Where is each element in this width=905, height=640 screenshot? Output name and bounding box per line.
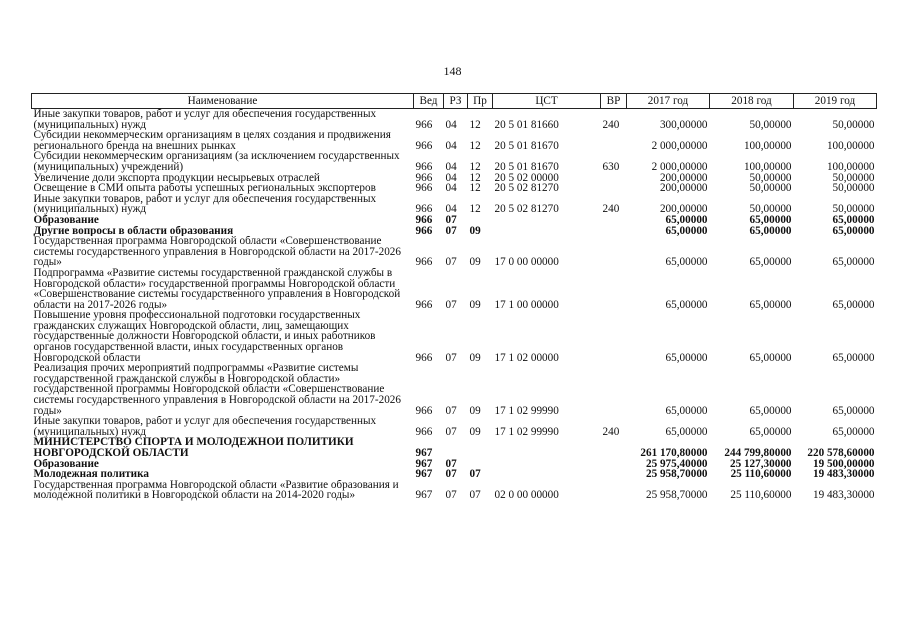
table-cell-cst: 17 1 00 00000 bbox=[494, 298, 559, 311]
table-cell-vr bbox=[601, 268, 627, 310]
table-cell-vr: 630 bbox=[602, 160, 620, 173]
table-cell-name: Молодежная политика bbox=[33, 469, 149, 480]
table-cell-cst: 20 5 01 81670 bbox=[494, 160, 559, 173]
table-cell-y2017: 2 000,00000 bbox=[651, 160, 708, 173]
table-cell-y2018: 50,00000 bbox=[749, 172, 792, 184]
table-row bbox=[32, 151, 877, 172]
table-cell-y2017: 261 170,80000 bbox=[640, 447, 708, 459]
table-cell-y2019: 19 483,30000 bbox=[812, 469, 875, 480]
table-cell-ved: 966 bbox=[415, 256, 433, 268]
table-cell-y2018: 50,00000 bbox=[749, 118, 792, 131]
table-cell-vr: 240 bbox=[602, 118, 620, 131]
table-cell-y2018: 65,00000 bbox=[749, 225, 792, 237]
table-cell-vr bbox=[601, 363, 627, 416]
table-cell-rz: 04 bbox=[445, 183, 457, 194]
column-header-ved: Вед bbox=[414, 94, 444, 109]
table-row bbox=[32, 183, 877, 194]
table-cell-rz: 07 bbox=[445, 256, 457, 268]
table-header-row bbox=[32, 94, 877, 109]
table-cell-cst: 02 0 00 00000 bbox=[494, 489, 559, 501]
table-cell-name: Реализация прочих мероприятий подпрограммы «Развитие системы государственной гражданской службы в Новгородской области» государственной программы Новгородской области «Совершенствование системы государственного управления в Новгородской области на 2017-2026 годы» bbox=[33, 363, 401, 417]
table-cell-y2017: 200,00000 bbox=[659, 203, 708, 215]
table-cell-y2019: 65,00000 bbox=[832, 225, 875, 237]
table-cell-cst: 20 5 02 00000 bbox=[494, 172, 559, 184]
table-cell-y2017: 200,00000 bbox=[659, 183, 708, 194]
table-cell-name: Увеличение доли экспорта продукции несырьевых отраслей bbox=[33, 172, 320, 184]
table-cell-name: Освещение в СМИ опыта работы успешных региональных экспортеров bbox=[33, 183, 376, 194]
table-row bbox=[32, 130, 877, 151]
table-cell-name: Другие вопросы в области образования bbox=[33, 225, 234, 237]
table-cell-name: Государственная программа Новгородской области «Развитие образования и молодежной политики в Новгородской области на 2014-2020 годы» bbox=[33, 479, 399, 501]
table-row bbox=[32, 310, 877, 363]
table-cell-cst: 20 5 02 81270 bbox=[494, 183, 559, 194]
table-cell-rz: 07 bbox=[445, 351, 457, 364]
table-cell-ved: 966 bbox=[415, 118, 433, 131]
table-cell-rz: 04 bbox=[445, 118, 457, 131]
table-cell-name: Субсидии некоммерческим организациям (за исключением государственных (муниципальных) учреждений) bbox=[33, 151, 400, 173]
table-cell-ved: 966 bbox=[415, 404, 433, 417]
table-cell-y2017: 65,00000 bbox=[665, 425, 708, 438]
table-row bbox=[32, 437, 877, 458]
table-cell-rz: 07 bbox=[445, 458, 457, 470]
table-cell-rz: 07 bbox=[445, 298, 457, 311]
table-cell-y2017: 2 000,00000 bbox=[651, 139, 708, 152]
table-cell-y2019: 65,00000 bbox=[832, 256, 875, 268]
table-cell-y2018: 100,00000 bbox=[743, 160, 792, 173]
table-cell-name: Образование bbox=[33, 214, 99, 226]
table-cell-y2017: 65,00000 bbox=[665, 298, 708, 311]
table-cell-y2019: 50,00000 bbox=[832, 118, 875, 131]
table-cell-rz: 04 bbox=[445, 160, 457, 173]
table-cell-y2019: 50,00000 bbox=[832, 203, 875, 215]
table-cell-y2017: 200,00000 bbox=[659, 172, 708, 184]
table-cell-y2019: 50,00000 bbox=[832, 172, 875, 184]
table-cell-rz: 04 bbox=[445, 172, 457, 184]
table-cell-y2018: 65,00000 bbox=[749, 425, 792, 438]
column-header-2019: 2019 год bbox=[794, 94, 877, 109]
table-cell-vr bbox=[601, 236, 627, 268]
table-cell-ved: 966 bbox=[415, 351, 433, 364]
column-header-2017: 2017 год bbox=[627, 94, 710, 109]
table-row bbox=[32, 109, 877, 131]
table-cell-name: Образование bbox=[33, 458, 99, 470]
column-header-pr: Пр bbox=[468, 94, 493, 109]
table-row bbox=[32, 416, 877, 437]
table-cell-vr bbox=[601, 130, 627, 151]
table-cell-pr bbox=[468, 437, 493, 458]
table-cell-y2019: 65,00000 bbox=[832, 351, 875, 364]
table-cell-y2018: 25 110,60000 bbox=[730, 469, 792, 480]
table-cell-pr bbox=[468, 215, 493, 226]
table-cell-y2018: 100,00000 bbox=[743, 139, 792, 152]
table-cell-y2019: 65,00000 bbox=[832, 404, 875, 417]
table-cell-vr bbox=[601, 215, 627, 226]
table-cell-pr: 09 bbox=[469, 298, 481, 311]
table-cell-cst: 17 1 02 00000 bbox=[494, 351, 559, 364]
table-cell-ved: 966 bbox=[415, 172, 433, 184]
table-row bbox=[32, 469, 877, 480]
table-cell-cst: 20 5 01 81670 bbox=[494, 139, 559, 152]
table-cell-y2019: 65,00000 bbox=[832, 425, 875, 438]
table-cell-ved: 966 bbox=[415, 225, 433, 237]
table-cell-y2018: 65,00000 bbox=[749, 298, 792, 311]
table-cell-y2017: 300,00000 bbox=[659, 118, 708, 131]
table-cell-rz: 07 bbox=[445, 489, 457, 501]
page-number: 148 bbox=[443, 64, 462, 78]
table-cell-y2017: 25 975,40000 bbox=[645, 458, 708, 470]
table-cell-y2019: 100,00000 bbox=[826, 139, 875, 152]
table-cell-pr bbox=[468, 459, 493, 470]
table-cell-ved: 967 bbox=[415, 469, 433, 480]
table-cell-vr bbox=[601, 437, 627, 458]
table-cell-pr: 12 bbox=[469, 172, 481, 184]
table-cell-ved: 966 bbox=[415, 139, 433, 152]
table-cell-vr: 240 bbox=[602, 425, 620, 438]
column-header-cst: ЦСТ bbox=[493, 94, 601, 109]
table-cell-vr bbox=[601, 183, 627, 194]
table-cell-vr: 240 bbox=[602, 203, 620, 215]
table-cell-ved: 967 bbox=[415, 447, 433, 459]
table-cell-y2019: 19 483,30000 bbox=[812, 489, 875, 501]
table-cell-pr: 07 bbox=[469, 469, 481, 480]
table-cell-y2018: 50,00000 bbox=[749, 203, 792, 215]
column-header-vr: ВР bbox=[601, 94, 627, 109]
table-cell-y2017: 65,00000 bbox=[665, 214, 708, 226]
table-cell-ved: 967 bbox=[415, 489, 433, 501]
table-cell-cst: 20 5 01 81660 bbox=[494, 118, 559, 131]
table-cell-pr: 09 bbox=[469, 256, 481, 268]
table-cell-vr bbox=[601, 173, 627, 184]
table-cell-y2019: 50,00000 bbox=[832, 183, 875, 194]
table-row bbox=[32, 480, 877, 501]
table-cell-pr: 12 bbox=[469, 118, 481, 131]
table-row bbox=[32, 226, 877, 237]
table-cell-y2019: 65,00000 bbox=[832, 214, 875, 226]
table-cell-y2019: 100,00000 bbox=[826, 160, 875, 173]
table-cell-ved: 966 bbox=[415, 160, 433, 173]
table-cell-rz: 07 bbox=[445, 425, 457, 438]
table-cell-pr: 12 bbox=[469, 139, 481, 152]
table-cell-pr: 09 bbox=[469, 225, 481, 237]
table-cell-cst: 17 0 00 00000 bbox=[494, 256, 559, 268]
table-row bbox=[32, 268, 877, 310]
table-cell-cst bbox=[493, 215, 601, 226]
table-cell-name: МИНИСТЕРСТВО СПОРТА И МОЛОДЕЖНОЙ ПОЛИТИКИ НОВГОРОДСКОЙ ОБЛАСТИ bbox=[33, 437, 354, 459]
table-cell-vr bbox=[601, 459, 627, 470]
table-cell-cst bbox=[493, 437, 601, 458]
table-cell-vr bbox=[601, 469, 627, 480]
table-cell-y2018: 25 127,30000 bbox=[729, 458, 792, 470]
table-cell-y2017: 65,00000 bbox=[665, 404, 708, 417]
column-header-name: Наименование bbox=[32, 94, 414, 109]
table-cell-y2017: 25 958,70000 bbox=[645, 489, 708, 501]
table-row bbox=[32, 363, 877, 416]
table-row bbox=[32, 459, 877, 470]
table-cell-y2017: 25 958,70000 bbox=[645, 469, 708, 480]
column-header-2018: 2018 год bbox=[710, 94, 794, 109]
table-cell-rz: 04 bbox=[445, 139, 457, 152]
table-cell-name: Субсидии некоммерческим организациям в целях создания и продвижения регионального бренда на внешних рынках bbox=[33, 130, 391, 152]
table-cell-ved: 966 bbox=[415, 203, 433, 215]
table-cell-name: Подпрограмма «Развитие системы государственной гражданской службы в Новгородской области» государственной программы Новгородской области «Совершенствование системы государственного управления в Новгородской области на 2017-2026 годы» bbox=[33, 267, 401, 311]
table-cell-rz: 07 bbox=[445, 214, 457, 226]
table-cell-ved: 966 bbox=[415, 425, 433, 438]
table-cell-name: Иные закупки товаров, работ и услуг для обеспечения государственных (муниципальных) нужд bbox=[33, 193, 377, 215]
table-cell-vr bbox=[601, 480, 627, 501]
table-cell-y2017: 65,00000 bbox=[665, 351, 708, 364]
table-cell-cst bbox=[493, 459, 601, 470]
table-cell-cst: 17 1 02 99990 bbox=[494, 404, 559, 417]
table-row bbox=[32, 194, 877, 215]
table-cell-y2018: 65,00000 bbox=[749, 404, 792, 417]
table-cell-y2018: 244 799,80000 bbox=[724, 447, 792, 459]
table-cell-pr: 09 bbox=[469, 425, 481, 438]
table-cell-pr: 09 bbox=[469, 351, 481, 364]
table-cell-ved: 967 bbox=[415, 458, 433, 470]
table-cell-ved: 966 bbox=[415, 298, 433, 311]
table-cell-rz: 07 bbox=[445, 469, 457, 480]
table-cell-name: Иные закупки товаров, работ и услуг для обеспечения государственных (муниципальных) нужд bbox=[33, 108, 377, 131]
table-cell-pr: 07 bbox=[469, 489, 481, 501]
table-cell-y2019: 220 578,60000 bbox=[807, 447, 875, 459]
table-cell-y2017: 65,00000 bbox=[665, 225, 708, 237]
table-cell-name: Повышение уровня профессиональной подготовки государственных гражданских служащих Новгородской области, лиц, замещающих государственные должности Новгородской области, и иных работников органов государственной власти, иных государственных органов Новгородской области bbox=[33, 310, 376, 364]
table-body bbox=[32, 109, 877, 501]
budget-table bbox=[31, 93, 877, 501]
table-cell-y2018: 65,00000 bbox=[749, 351, 792, 364]
table-cell-cst: 17 1 02 99990 bbox=[494, 425, 559, 438]
table-cell-cst bbox=[493, 226, 601, 237]
table-cell-name: Иные закупки товаров, работ и услуг для обеспечения государственных (муниципальных) нужд bbox=[33, 416, 377, 438]
table-cell-rz: 04 bbox=[445, 203, 457, 215]
table-cell-ved: 966 bbox=[415, 214, 433, 226]
table-cell-name: Государственная программа Новгородской области «Совершенствование системы государственного управления в Новгородской области на 2017-2026 годы» bbox=[33, 236, 401, 268]
table-cell-y2017: 65,00000 bbox=[665, 256, 708, 268]
table-cell-pr: 12 bbox=[469, 183, 481, 194]
table-cell-pr: 12 bbox=[469, 160, 481, 173]
table-cell-ved: 966 bbox=[415, 183, 433, 194]
table-row bbox=[32, 236, 877, 268]
table-cell-y2018: 65,00000 bbox=[749, 214, 792, 226]
table-cell-cst bbox=[493, 469, 601, 480]
table-cell-y2019: 19 500,00000 bbox=[812, 458, 875, 470]
table-cell-cst: 20 5 02 81270 bbox=[494, 203, 559, 215]
table-cell-rz: 07 bbox=[445, 404, 457, 417]
table-cell-pr: 12 bbox=[469, 203, 481, 215]
table-row bbox=[32, 215, 877, 226]
column-header-rz: РЗ bbox=[444, 94, 468, 109]
table-cell-y2018: 50,00000 bbox=[749, 183, 792, 194]
table-cell-vr bbox=[601, 226, 627, 237]
table-cell-rz bbox=[444, 437, 468, 458]
table-cell-rz: 07 bbox=[445, 225, 457, 237]
table-cell-y2018: 25 110,60000 bbox=[730, 489, 792, 501]
table-cell-y2018: 65,00000 bbox=[749, 256, 792, 268]
table-cell-vr bbox=[601, 310, 627, 363]
table-cell-y2019: 65,00000 bbox=[832, 298, 875, 311]
table-cell-pr: 09 bbox=[469, 404, 481, 417]
table-row bbox=[32, 173, 877, 184]
